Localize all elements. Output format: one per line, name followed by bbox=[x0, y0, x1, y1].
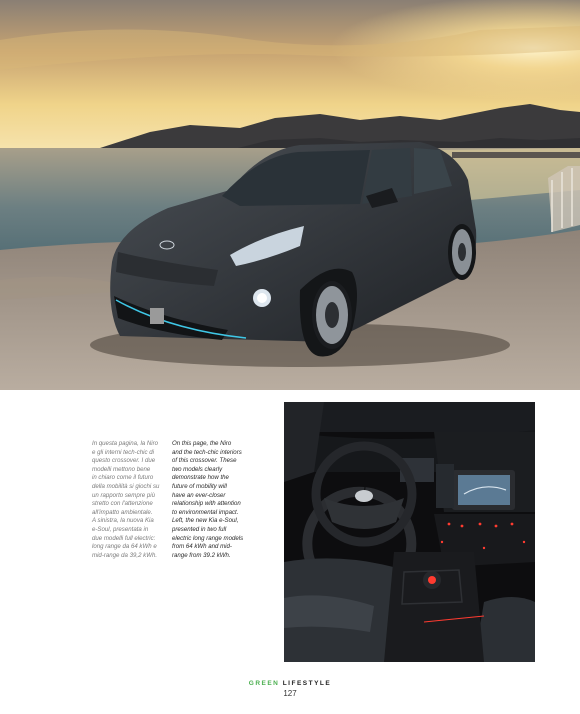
brand-green-word: GREEN bbox=[248, 680, 280, 687]
magazine-brand bbox=[0, 680, 580, 687]
brand-lifestyle-word: LIFESTYLE bbox=[282, 680, 332, 687]
caption-english: On this page, the Niro and the tech-chic interiors of this crossover. These two models clearly demonstrate how the future of mobility will have an ever-closer relationship with attention to environmental impact. Left, the new Kia e-Soul, presented in two full electric long range models from 64 kWh and mid- range from 39.2 kWh. bbox=[172, 440, 244, 559]
page-number: 127 bbox=[283, 689, 297, 698]
caption-italian: In questa pagina, la Niro e gli interni tech-chic di questo crossover. I due modelli mettono bene in chiaro come il futuro della mobilità si giochi su un rapporto sempre più stretto con l'attenzione all'impatto ambientale. A sinistra, la nuova Kia e-Soul, presentata in due modelli full electric: long range da 64 kWh e mid-range da 39,2 kWh. bbox=[92, 440, 160, 559]
car-interior-photo bbox=[284, 402, 535, 662]
